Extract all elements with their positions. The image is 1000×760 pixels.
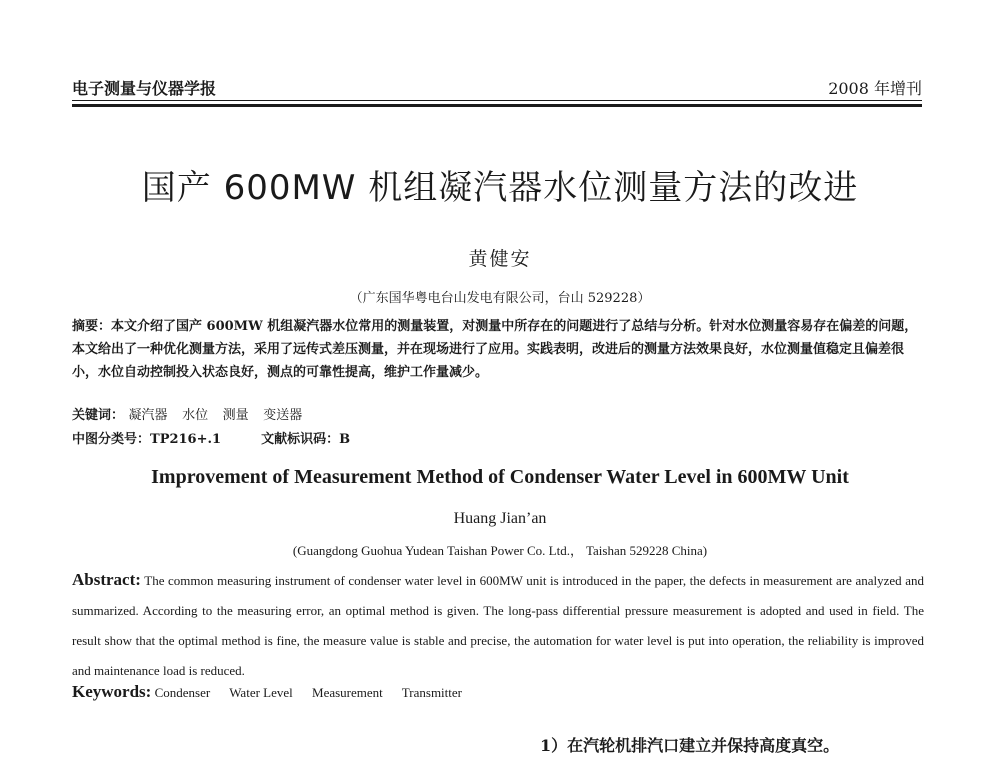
clc-value: TP216+.1: [150, 432, 222, 447]
keywords-en-label: Keywords:: [72, 682, 152, 701]
keywords-cn: [72, 404, 312, 423]
keyword-cn: 凝汽器: [128, 408, 168, 423]
keyword-en: Measurement: [312, 685, 383, 700]
affiliation-en: (Guangdong Guohua Yudean Taishan Power Co. Ltd.， Taishan 529228 China): [292, 543, 708, 558]
abstract-cn-text: 本文介绍了国产 600MW 机组凝汽器水位常用的测量装置，对测量中所存在的问题进行了总结与分析。针对水位测量容易存在偏差的问题，本文给出了一种优化测量方法，采用了远传式差压测量，并在现场进行了应用。实践表明，改进后的测量方法效果良好，水位测量值稳定且偏差很小，水位自动控制投入状态良好，测点的可靠性提高，维护工作量减少。: [72, 319, 918, 380]
abstract-en: [72, 565, 924, 686]
doc-code-value: B: [339, 432, 351, 447]
clc-label: 中图分类号：: [72, 432, 151, 447]
author-en: Huang Jian’an: [453, 510, 547, 527]
keywords-en: [72, 682, 478, 702]
header-rule-thick: [72, 104, 922, 107]
abstract-cn-label: 摘要：: [72, 319, 112, 334]
paper-title-cn: 国产 600MW 机组凝汽器水位测量方法的改进: [141, 168, 859, 208]
body-first-line: 1）在汽轮机排汽口建立并保持高度真空。: [540, 736, 840, 755]
journal-name: 电子测量与仪器学报: [72, 79, 217, 98]
doc-code-label: 文献标识码：: [261, 432, 340, 447]
abstract-cn: [72, 315, 924, 384]
keyword-cn: 测量: [222, 408, 249, 423]
classification-line: [72, 428, 350, 447]
keyword-en: Condenser: [154, 685, 211, 700]
keyword-cn: 变送器: [263, 408, 303, 423]
abstract-en-text: The common measuring instrument of condenser water level in 600MW unit is introduced in the paper, the defects in measurement are analyzed and summarized. According to the measuring error, an optimal method is given. The long-pass differential pressure measurement is adopted and used in field. The result show that the optimal method is fine, the measure value is stable and precise, the automation for water level is put into operation, the reliability is improved and maintenance load is reduced.: [72, 573, 925, 678]
author-cn: 黄健安: [468, 248, 532, 270]
affiliation-cn: （广东国华粤电台山发电有限公司，台山 529228）: [349, 291, 651, 306]
keyword-en: Water Level: [229, 685, 293, 700]
keyword-cn: 水位: [182, 408, 209, 423]
keywords-cn-label: 关键词：: [72, 408, 125, 423]
header-rule-thin: [72, 100, 922, 101]
abstract-en-label: Abstract:: [72, 570, 141, 589]
issue-label: 2008 年增刊: [828, 79, 922, 98]
running-header: [72, 76, 922, 100]
keyword-en: Transmitter: [401, 685, 462, 700]
paper-title-en: Improvement of Measurement Method of Condenser Water Level in 600MW Unit: [151, 466, 849, 488]
